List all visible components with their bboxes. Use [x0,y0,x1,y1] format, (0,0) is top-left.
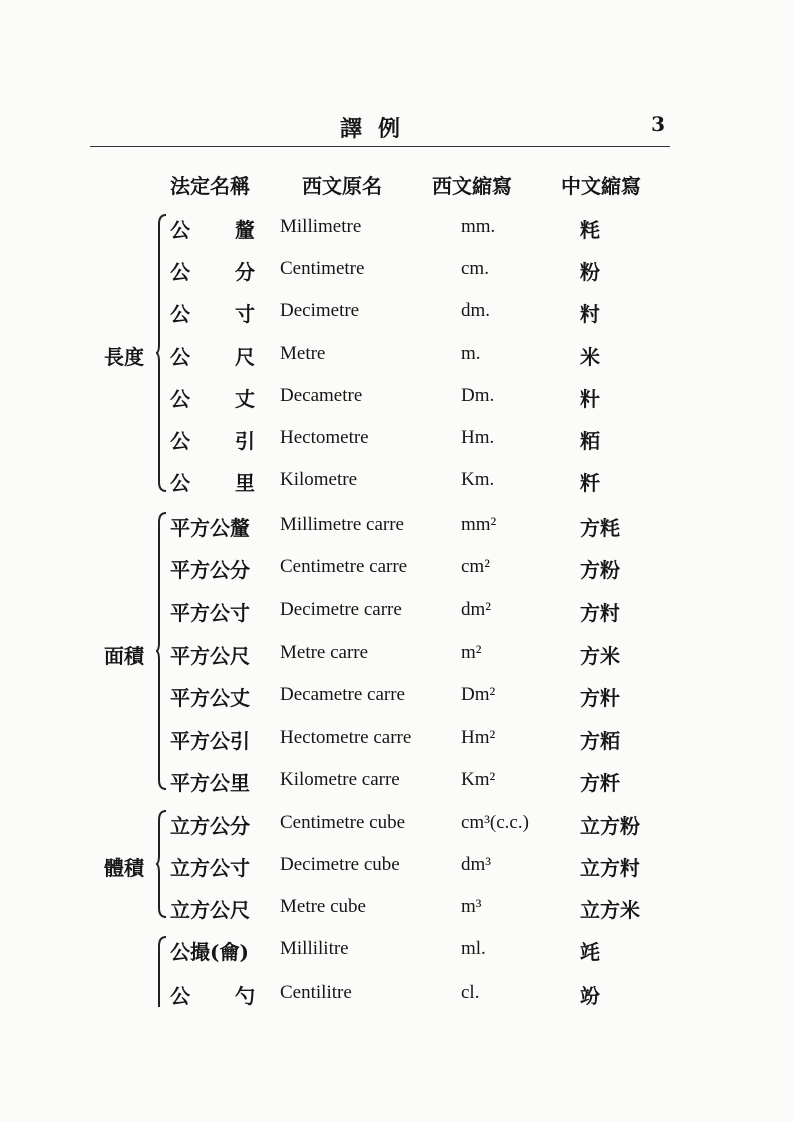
column-header-western-name: 西文原名 [302,174,382,198]
western-name: Millimetre [280,216,362,237]
western-name: Metre cube [280,896,366,917]
legal-name: 平方公里 [170,771,250,795]
legal-name-suffix: 分 [235,260,255,284]
chinese-abbr: 籿 [580,302,600,326]
chinese-abbr: 方米 [580,644,620,668]
chinese-abbr: 籵 [580,387,600,411]
western-name: Hectometre [280,427,369,448]
western-name: Decimetre cube [280,854,400,875]
chinese-abbr: 方粍 [580,516,620,540]
legal-name: 公撮(龠) [170,940,249,964]
table-row [0,682,793,722]
table-row [0,767,793,807]
legal-name: 平方公丈 [170,686,250,710]
chinese-abbr: 竕 [580,984,600,1008]
legal-name: 公 [170,260,190,284]
table-row [0,214,793,254]
legal-name: 公 [170,984,190,1008]
western-abbr: dm. [461,300,491,321]
column-header-legal-name: 法定名稱 [170,174,250,198]
table-row [0,725,793,765]
western-name: Kilometre [280,469,358,490]
column-header-chinese-abbr: 中文縮寫 [561,174,641,198]
chinese-abbr: 粨 [580,429,600,453]
western-abbr: Km² [461,769,496,790]
chinese-abbr: 方粁 [580,771,620,795]
table-row [0,512,793,552]
western-abbr: ml. [461,938,486,959]
western-abbr: cl. [461,982,480,1003]
western-abbr: Dm. [461,385,495,406]
legal-name: 公 [170,387,190,411]
table-row [0,980,793,1020]
western-abbr: m. [461,343,481,364]
western-abbr: dm³ [461,854,491,875]
western-abbr: mm² [461,514,497,535]
western-abbr: mm. [461,216,496,237]
western-abbr: Dm² [461,684,496,705]
western-name: Millimetre carre [280,514,404,535]
table-row [0,852,793,892]
table-row [0,810,793,850]
western-abbr: Hm. [461,427,495,448]
western-abbr: cm² [461,556,490,577]
column-header-western-abbr: 西文縮寫 [432,174,512,198]
chinese-abbr: 立方米 [580,898,640,922]
legal-name: 平方公引 [170,729,250,753]
table-row [0,894,793,934]
legal-name: 公 [170,429,190,453]
western-abbr: m² [461,642,482,663]
legal-name-suffix: 釐 [235,218,255,242]
western-abbr: cm. [461,258,489,279]
western-name: Decimetre [280,300,360,321]
legal-name: 立方公寸 [170,856,250,880]
legal-name: 平方公尺 [170,644,250,668]
western-name: Metre [280,343,326,364]
legal-name-suffix: 勺 [235,984,255,1008]
legal-name-suffix: 引 [235,429,255,453]
legal-name: 立方公尺 [170,898,250,922]
page-number: 3 [651,112,665,136]
legal-name: 平方公分 [170,558,250,582]
legal-name: 公 [170,471,190,495]
western-name: Metre carre [280,642,369,663]
group-label-area: 面積 [104,644,144,668]
chinese-abbr: 方籿 [580,601,620,625]
western-name: Decimetre carre [280,599,402,620]
legal-name: 平方公釐 [170,516,250,540]
table-row [0,256,793,296]
chinese-abbr: 立方粉 [580,814,640,838]
western-name: Centimetre carre [280,556,408,577]
legal-name-suffix: 里 [235,471,255,495]
table-row [0,640,793,680]
header-rule [90,146,670,147]
legal-name: 公 [170,302,190,326]
table-row [0,425,793,465]
western-name: Centimetre [280,258,365,279]
table-row [0,341,793,381]
western-name: Decametre carre [280,684,405,705]
western-abbr: Hm² [461,727,496,748]
group-label-volume: 體積 [104,856,144,880]
chinese-abbr: 方粨 [580,729,620,753]
western-abbr: Km. [461,469,495,490]
legal-name-suffix: 寸 [235,302,255,326]
legal-name: 平方公寸 [170,601,250,625]
western-name: Centilitre [280,982,352,1003]
legal-name: 公 [170,345,190,369]
table-row [0,467,793,507]
legal-name: 公 [170,218,190,242]
western-name: Centimetre cube [280,812,406,833]
western-name: Decametre [280,385,363,406]
page-header [90,112,670,152]
chinese-abbr: 方粉 [580,558,620,582]
chinese-abbr: 方籵 [580,686,620,710]
table-row [0,597,793,637]
chinese-abbr: 立方籿 [580,856,640,880]
table-row [0,298,793,338]
legal-name-suffix: 尺 [235,345,255,369]
western-abbr: dm² [461,599,491,620]
table-row [0,383,793,423]
table-row [0,554,793,594]
chinese-abbr: 粁 [580,471,600,495]
western-name: Kilometre carre [280,769,400,790]
western-abbr: cm³(c.c.) [461,812,529,833]
group-label-length: 長度 [104,345,144,369]
chinese-abbr: 米 [580,345,600,369]
western-name: Hectometre carre [280,727,412,748]
chinese-abbr: 竓 [580,940,600,964]
table-row [0,936,793,976]
legal-name: 立方公分 [170,814,250,838]
western-abbr: m³ [461,896,482,917]
chinese-abbr: 粉 [580,260,600,284]
chinese-abbr: 粍 [580,218,600,242]
legal-name-suffix: 丈 [235,387,255,411]
western-name: Millilitre [280,938,349,959]
page-title: 譯例 [340,116,417,142]
